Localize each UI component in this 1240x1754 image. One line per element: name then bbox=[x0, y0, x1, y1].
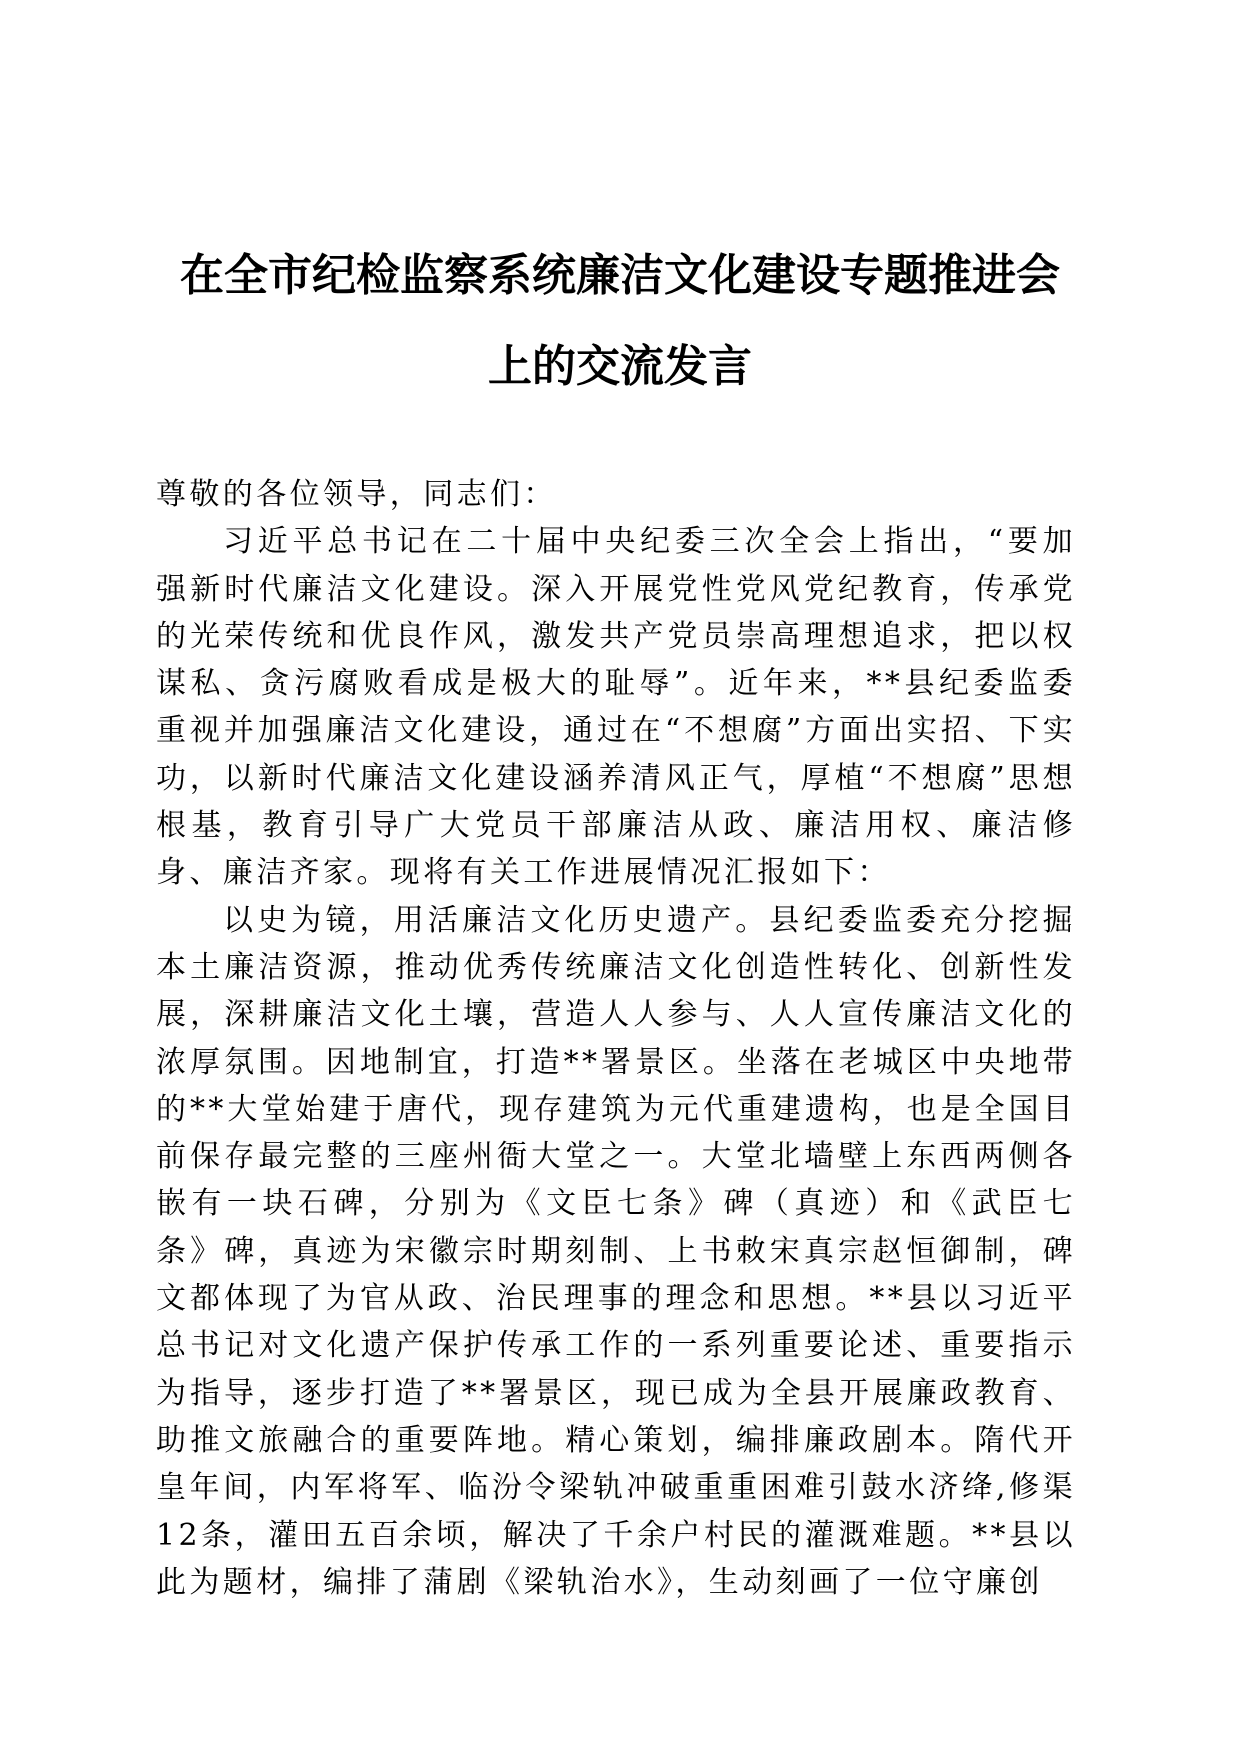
salutation: 尊敬的各位领导，同志们： bbox=[156, 477, 557, 512]
paragraph-history: 以史为镜，用活廉洁文化历史遗产。县纪委监委充分挖掘本土廉洁资源，推动优秀传统廉洁文化创造性转化、创新性发展，深耕廉洁文化土壤，营造人人参与、人人宣传廉洁文化的浓厚氛围。因地制宜，打造**署景区。坐落在老城区中央地带的**大堂始建于唐代，现存建筑为元代重建遗构，也是全国目前保存最完整的三座州衙大堂之一。大堂北墙壁上东西两侧各嵌有一块石碑，分别为《文臣七条》碑（真迹）和《武臣七条》碑，真迹为宋徽宗时期刻制、上书敕宋真宗赵恒御制，碑文都体现了为官从政、治民理事的理念和思想。**县以习近平总书记对文化遗产保护传承工作的一系列重要论述、重要指示为指导，逐步打造了**署景区，现已成为全县开展廉政教育、助推文旅融合的重要阵地。精心策划，编排廉政剧本。隋代开皇年间，内军将军、临汾令梁轨冲破重重困难引鼓水济绛,修渠12条，灌田五百余顷，解决了千余户村民的灌溉难题。**县以此为题材，编排了蒲剧《梁轨治水》，生动刻画了一位守廉创 bbox=[156, 902, 1076, 1600]
paragraph-intro: 习近平总书记在二十届中央纪委三次全会上指出，“要加强新时代廉洁文化建设。深入开展党性党风党纪教育，传承党的光荣传统和优良作风，激发共产党员崇高理想追求，把以权谋私、贪污腐败看成是极大的耻辱”。近年来，**县纪委监委重视并加强廉洁文化建设，通过在“不想腐”方面出实招、下实功，以新时代廉洁文化建设涵养清风正气，厚植“不想腐”思想根基，教育引导广大党员干部廉洁从政、廉洁用权、廉洁修身、廉洁齐家。现将有关工作进展情况汇报如下： bbox=[156, 524, 1076, 891]
title-line-1: 在全市纪检监察系统廉洁文化建设专题推进会 bbox=[180, 250, 1060, 301]
document-body bbox=[156, 471, 1076, 1606]
title-line-2: 上的交流发言 bbox=[488, 341, 752, 392]
document-title bbox=[155, 230, 1085, 412]
